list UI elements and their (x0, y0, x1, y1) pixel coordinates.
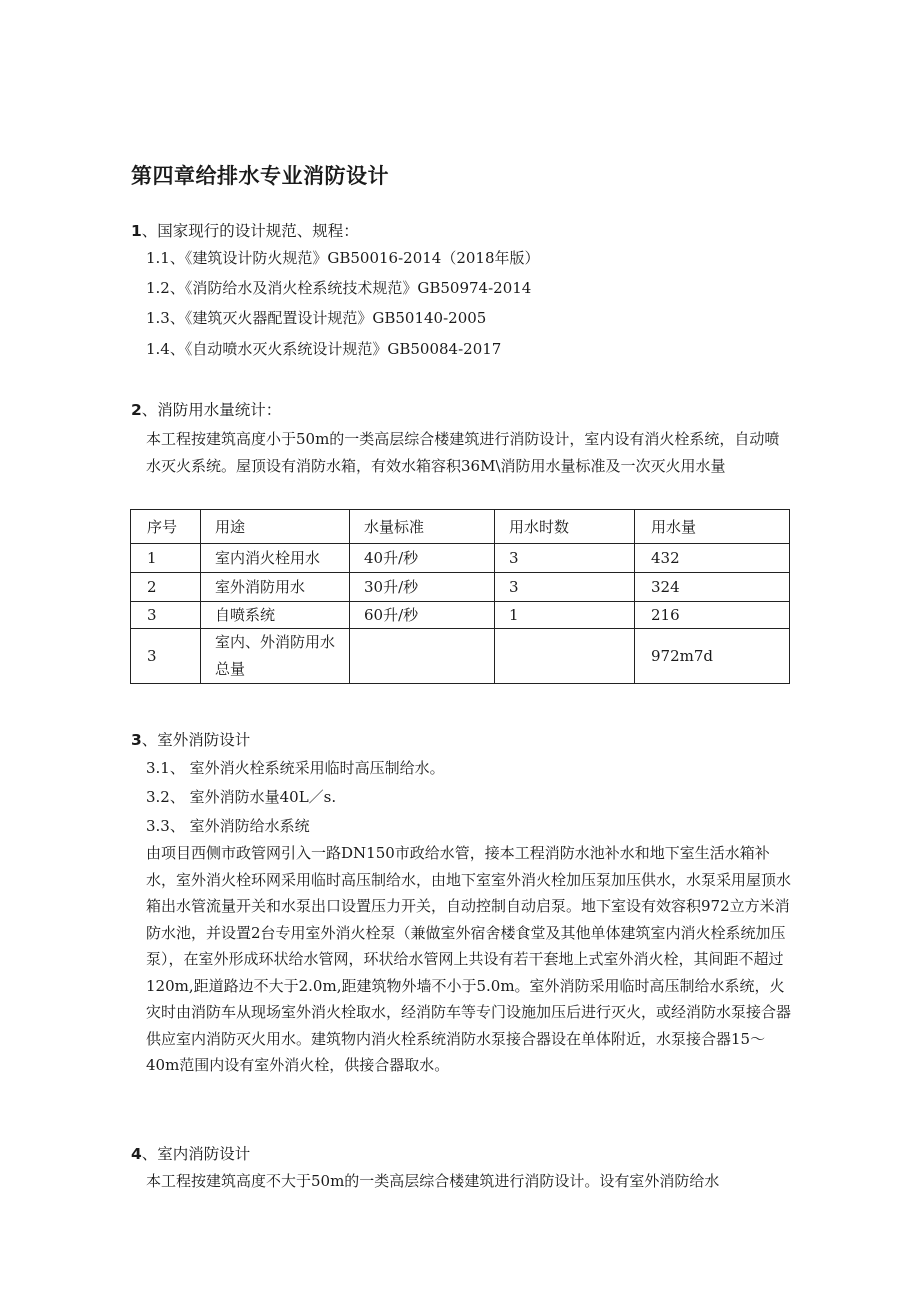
section-4-heading (131, 1142, 250, 1164)
table-cell: 216 (635, 602, 790, 629)
table-cell: 室内消火栓用水 (201, 544, 350, 573)
table-header-cell: 序号 (131, 510, 201, 544)
section-1-number: 1 (131, 222, 142, 240)
section-3-number: 3 (131, 731, 142, 749)
section-1-heading-text: 、国家现行的设计规范、规程： (141, 222, 359, 240)
table-cell: 室内、外消防用水总量 (201, 629, 350, 684)
section-4-body: 本工程按建筑高度不大于50m的一类高层综合楼建筑进行消防设计。设有室外消防给水 (146, 1172, 720, 1190)
outdoor-item: 3.3、 室外消防给水系统 (146, 817, 310, 835)
section-2-heading (131, 398, 281, 420)
table-cell: 972m7d (635, 629, 790, 684)
table-header-cell: 用水时数 (495, 510, 635, 544)
table-header-cell: 水量标准 (350, 510, 495, 544)
table-cell: 60升/秒 (350, 602, 495, 629)
table-cell: 324 (635, 573, 790, 602)
table-cell: 3 (131, 629, 201, 684)
table-cell: 自喷系统 (201, 602, 350, 629)
water-usage-table (130, 509, 790, 684)
table-cell: 室外消防用水 (201, 573, 350, 602)
page-title: 第四章给排水专业消防设计 (131, 164, 389, 188)
section-4-heading-text: 、室内消防设计 (141, 1145, 251, 1163)
outdoor-item: 3.2、 室外消防水量40L／s. (146, 788, 337, 806)
table-cell: 1 (495, 602, 635, 629)
table-row (131, 573, 790, 602)
table-cell: 2 (131, 573, 201, 602)
table-header-cell: 用途 (201, 510, 350, 544)
standard-item: 1.2、《消防给水及消火栓系统技术规范》GB50974-2014 (146, 279, 532, 297)
table-cell: 432 (635, 544, 790, 573)
table-cell: 30升/秒 (350, 573, 495, 602)
section-1-heading (131, 219, 359, 241)
section-4-number: 4 (131, 1145, 142, 1163)
table-cell: 3 (131, 602, 201, 629)
table-cell: 3 (495, 573, 635, 602)
table-cell (495, 629, 635, 684)
section-2-intro: 本工程按建筑高度小于50m的一类高层综合楼建筑进行消防设计，室内设有消火栓系统，自动喷水灭火系统。屋顶设有消防水箱，有效水箱容积36M\消防用水量标准及一次灭火用水量 (146, 430, 780, 475)
outdoor-item: 3.1、 室外消火栓系统采用临时高压制给水。 (146, 759, 445, 777)
section-2-number: 2 (131, 401, 142, 419)
table-cell: 3 (495, 544, 635, 573)
standard-item: 1.4、《自动喷水灭火系统设计规范》GB50084-2017 (146, 340, 502, 358)
table-header-row (131, 510, 790, 544)
table-cell: 1 (131, 544, 201, 573)
standard-item: 1.1、《建筑设计防火规范》GB50016-2014（2018年版） (146, 249, 540, 267)
table-row (131, 602, 790, 629)
section-3-body: 由项目西侧市政管网引入一路DN150市政给水管，接本工程消防水池补水和地下室生活水箱补水，室外消火栓环网采用临时高压制给水，由地下室室外消火栓加压泵加压供水，水泵采用屋顶水箱出水管流量开关和水泵出口设置压力开关，自动控制自动启泵。地下室设有效容积972立方米消防水池，并设置2台专用室外消火栓泵（兼做室外宿舍楼食堂及其他单体建筑室内消火栓系统加压泵），在室外形成环状给水管网，环状给水管网上共设有若干套地上式室外消火栓，其间距不超过120m,距道路边不大于2.0m,距建筑物外墙不小于5.0m。室外消防采用临时高压制给水系统，火灾时由消防车从现场室外消火栓取水，经消防车等专门设施加压后进行灭火，或经消防水泵接合器供应室内消防灭火用水。建筑物内消火栓系统消防水泵接合器设在单体附近，水泵接合器15～40m范围内设有室外消火栓，供接合器取水。 (146, 844, 792, 1074)
table-row (131, 629, 790, 684)
table-cell (350, 629, 495, 684)
section-3-heading-text: 、室外消防设计 (141, 731, 251, 749)
section-2-heading-text: 、消防用水量统计： (141, 401, 282, 419)
table-cell: 40升/秒 (350, 544, 495, 573)
table-row (131, 544, 790, 573)
section-3-heading (131, 728, 250, 750)
standard-item: 1.3、《建筑灭火器配置设计规范》GB50140-2005 (146, 309, 487, 327)
table-header-cell: 用水量 (635, 510, 790, 544)
